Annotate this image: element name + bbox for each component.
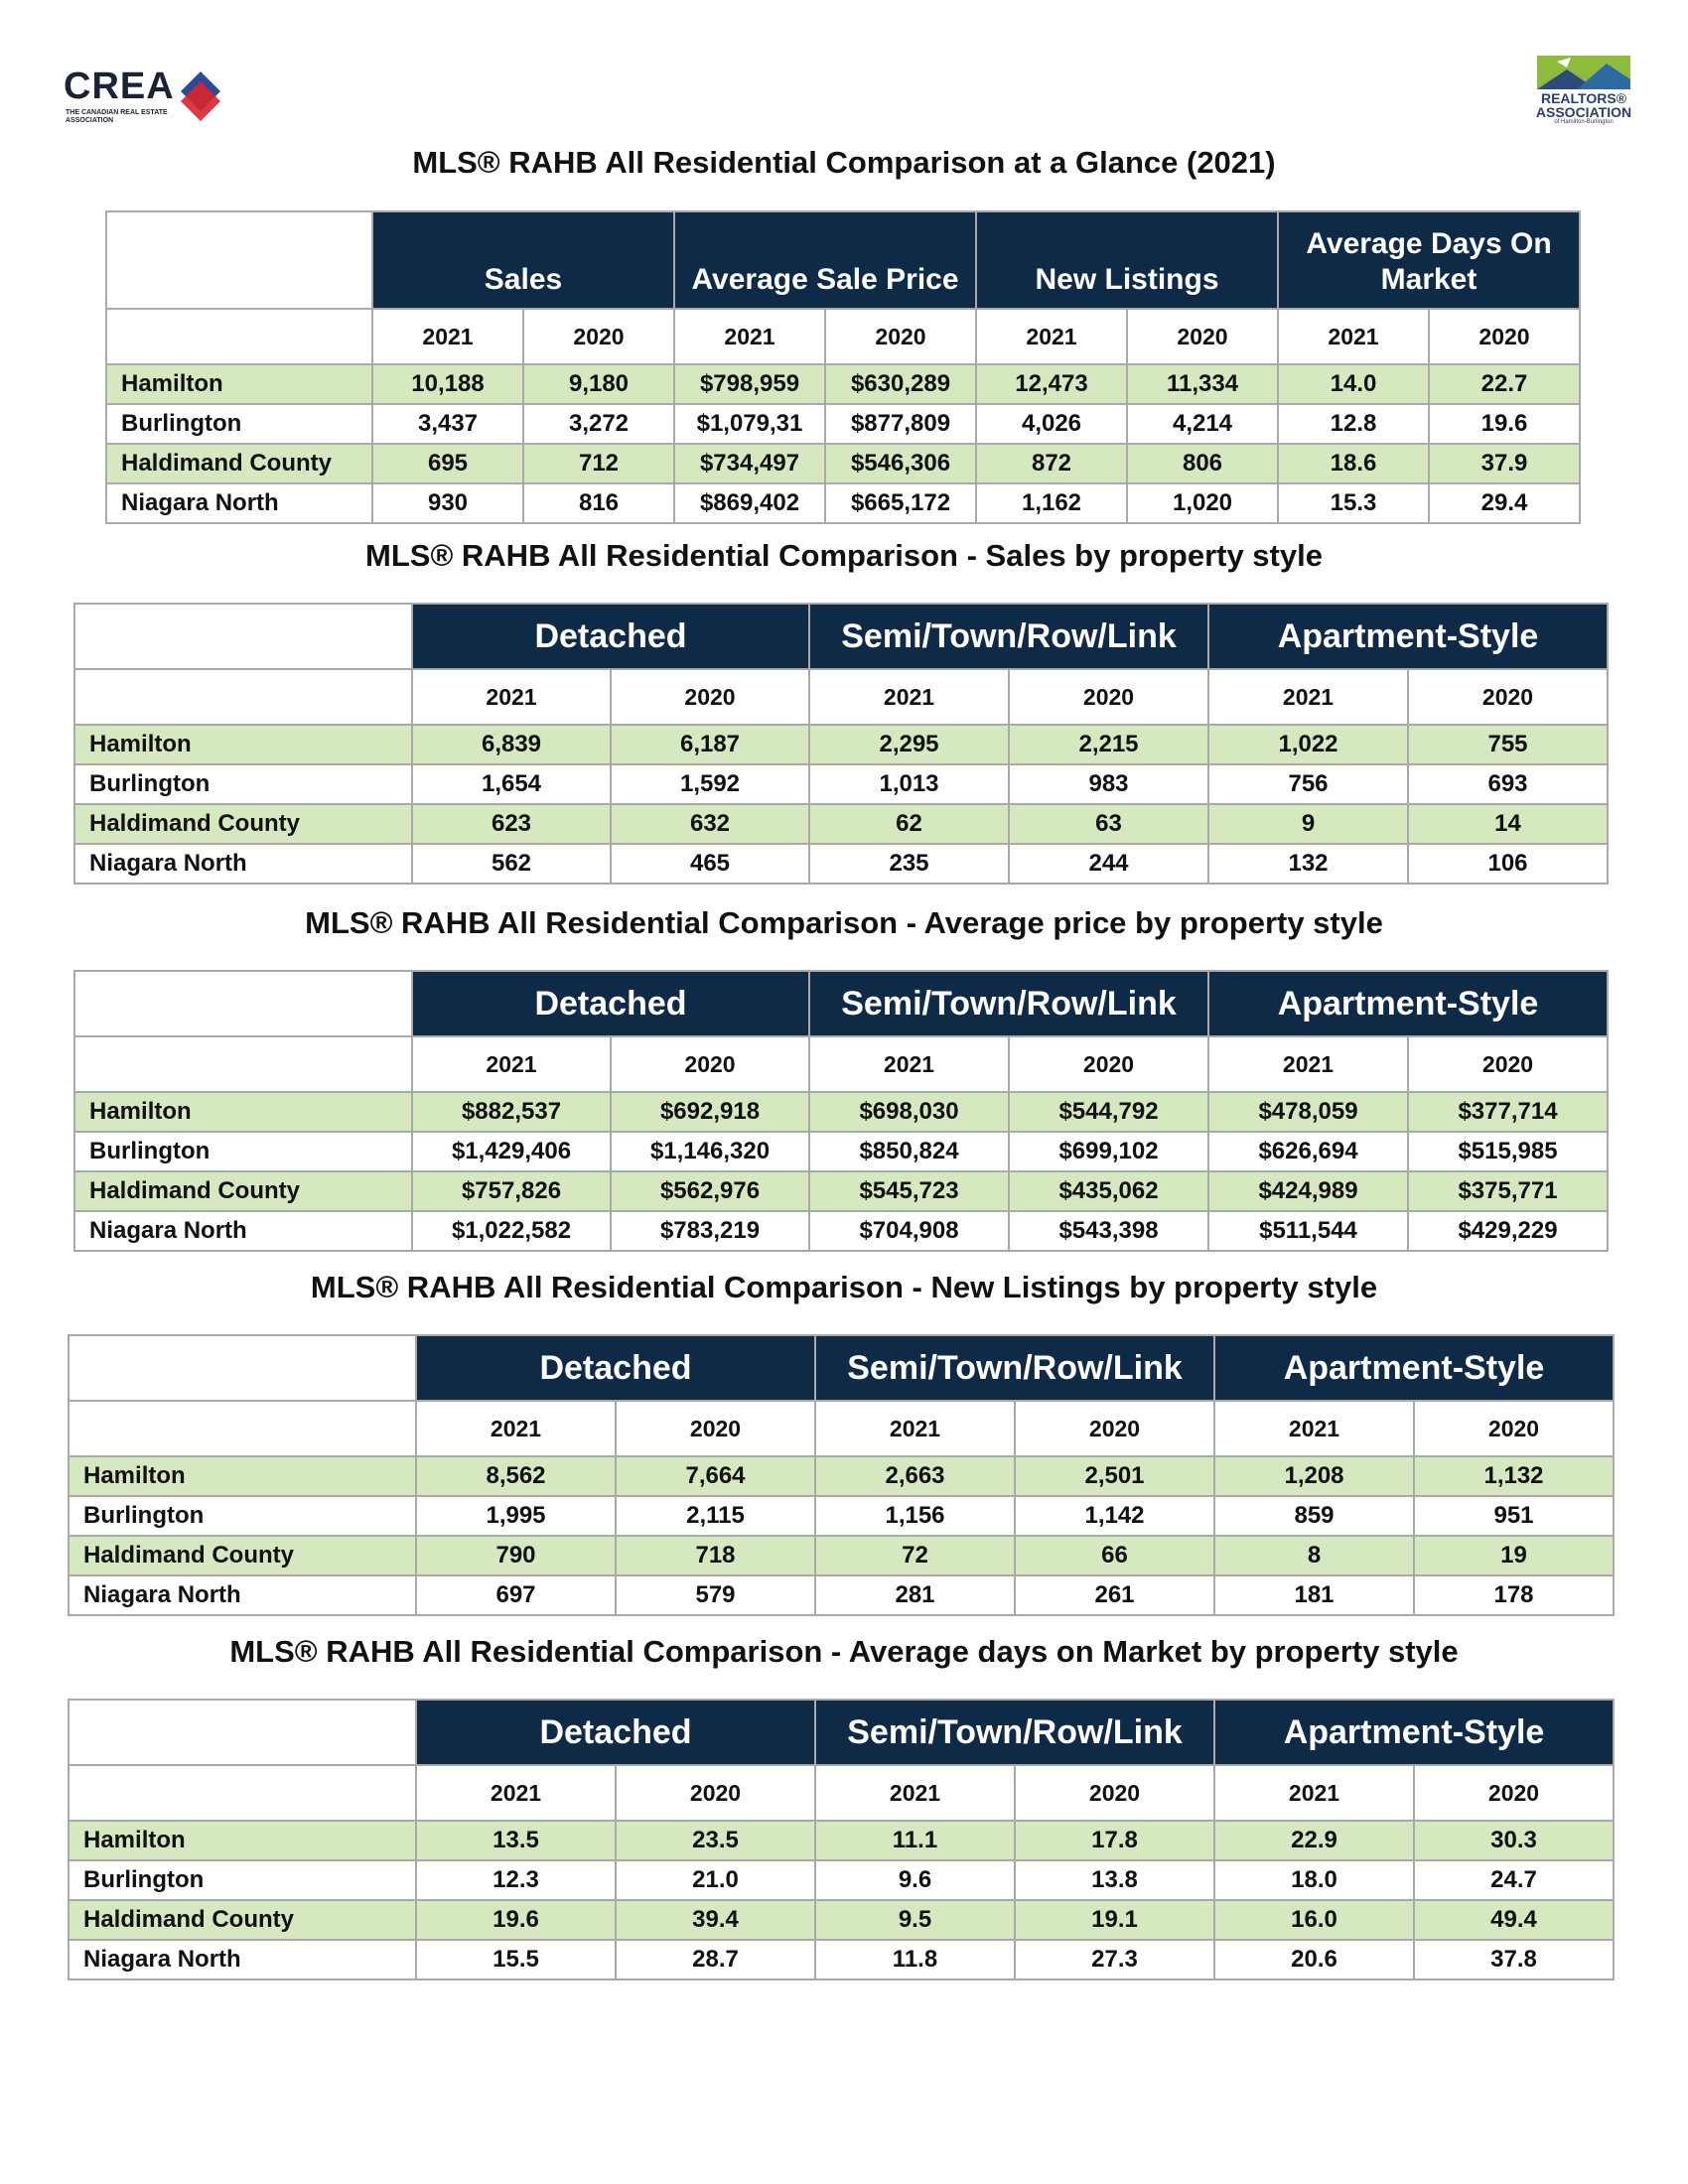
glance-group-listings: New Listings bbox=[976, 211, 1278, 309]
table-cell: 281 bbox=[815, 1575, 1015, 1615]
table-row bbox=[74, 1171, 1608, 1211]
table-cell: $869,402 bbox=[674, 483, 825, 523]
table-cell: $665,172 bbox=[825, 483, 976, 523]
table-cell: 23.5 bbox=[616, 1821, 815, 1860]
listings-style-year: 2021 bbox=[416, 1401, 616, 1456]
table-cell: 20.6 bbox=[1214, 1940, 1414, 1979]
days-style-title: MLS® RAHB All Residential Comparison - Average days on Market by property style bbox=[229, 1634, 1459, 1669]
table-row bbox=[74, 804, 1608, 844]
listings-style-year: 2021 bbox=[1214, 1401, 1414, 1456]
table-cell: 21.0 bbox=[616, 1860, 815, 1900]
table-cell: 4,214 bbox=[1127, 404, 1278, 444]
table-cell: 29.4 bbox=[1429, 483, 1580, 523]
rahb-logo-line1: REALTORS® bbox=[1540, 90, 1627, 106]
glance-title: MLS® RAHB All Residential Comparison at a Glance (2021) bbox=[412, 145, 1276, 180]
table-cell: $877,809 bbox=[825, 404, 976, 444]
price-style-year: 2021 bbox=[412, 1036, 611, 1092]
table-cell: $1,079,31 bbox=[674, 404, 825, 444]
row-label: Haldimand County bbox=[74, 804, 412, 844]
row-label: Niagara North bbox=[69, 1940, 416, 1979]
sales-style-year: 2021 bbox=[412, 669, 611, 725]
table-cell: 132 bbox=[1208, 844, 1408, 884]
table-cell: 106 bbox=[1408, 844, 1608, 884]
listings-style-year: 2020 bbox=[1414, 1401, 1614, 1456]
table-cell: 11.1 bbox=[815, 1821, 1015, 1860]
crea-diamond-icon bbox=[181, 71, 220, 121]
days-style-group-apartment: Apartment-Style bbox=[1214, 1700, 1614, 1765]
table-cell: $882,537 bbox=[412, 1092, 611, 1132]
row-label: Hamilton bbox=[106, 364, 372, 404]
table-cell: 816 bbox=[523, 483, 674, 523]
table-cell: 562 bbox=[412, 844, 611, 884]
rahb-logo bbox=[1529, 56, 1638, 135]
days-style-year: 2020 bbox=[1414, 1765, 1614, 1821]
row-label: Hamilton bbox=[69, 1456, 416, 1496]
table-cell: 1,208 bbox=[1214, 1456, 1414, 1496]
row-label: Niagara North bbox=[106, 483, 372, 523]
listings-style-year: 2021 bbox=[815, 1401, 1015, 1456]
sales-style-table bbox=[73, 603, 1609, 885]
table-cell: 24.7 bbox=[1414, 1860, 1614, 1900]
listings-style-group-detached: Detached bbox=[416, 1335, 815, 1401]
days-style-year: 2020 bbox=[616, 1765, 815, 1821]
table-cell: 14 bbox=[1408, 804, 1608, 844]
table-cell: $375,771 bbox=[1408, 1171, 1608, 1211]
listings-style-year-corner bbox=[69, 1401, 416, 1456]
table-cell: 66 bbox=[1015, 1536, 1214, 1575]
table-cell: 790 bbox=[416, 1536, 616, 1575]
table-cell: 8 bbox=[1214, 1536, 1414, 1575]
table-cell: 1,013 bbox=[809, 764, 1009, 804]
days-style-group-detached: Detached bbox=[416, 1700, 815, 1765]
table-cell: 30.3 bbox=[1414, 1821, 1614, 1860]
table-cell: $424,989 bbox=[1208, 1171, 1408, 1211]
table-cell: 983 bbox=[1009, 764, 1208, 804]
price-style-year: 2021 bbox=[809, 1036, 1009, 1092]
days-style-year: 2021 bbox=[416, 1765, 616, 1821]
table-cell: 11,334 bbox=[1127, 364, 1278, 404]
days-style-table bbox=[68, 1699, 1615, 1980]
glance-group-sales: Sales bbox=[372, 211, 674, 309]
table-cell: 695 bbox=[372, 444, 523, 483]
table-cell: 12.3 bbox=[416, 1860, 616, 1900]
table-cell: 261 bbox=[1015, 1575, 1214, 1615]
sales-style-year: 2021 bbox=[1208, 669, 1408, 725]
table-cell: 9,180 bbox=[523, 364, 674, 404]
table-cell: 1,156 bbox=[815, 1496, 1015, 1536]
table-cell: 3,272 bbox=[523, 404, 674, 444]
crea-logo bbox=[64, 66, 222, 129]
table-cell: 9.6 bbox=[815, 1860, 1015, 1900]
table-cell: 1,022 bbox=[1208, 725, 1408, 764]
price-style-group-detached: Detached bbox=[412, 971, 809, 1036]
table-row bbox=[74, 1092, 1608, 1132]
table-row bbox=[74, 1132, 1608, 1171]
table-cell: 37.9 bbox=[1429, 444, 1580, 483]
table-cell: 632 bbox=[611, 804, 809, 844]
table-cell: 27.3 bbox=[1015, 1940, 1214, 1979]
table-cell: 22.7 bbox=[1429, 364, 1580, 404]
table-cell: 3,437 bbox=[372, 404, 523, 444]
days-style-group-semi: Semi/Town/Row/Link bbox=[815, 1700, 1214, 1765]
table-cell: 9.5 bbox=[815, 1900, 1015, 1940]
days-style-header-row bbox=[69, 1700, 1614, 1765]
rahb-logo-line2: ASSOCIATION bbox=[1535, 104, 1632, 120]
table-cell: $1,146,320 bbox=[611, 1132, 809, 1171]
table-cell: $478,059 bbox=[1208, 1092, 1408, 1132]
price-style-year: 2020 bbox=[611, 1036, 809, 1092]
glance-year-row bbox=[106, 309, 1580, 364]
row-label: Hamilton bbox=[69, 1821, 416, 1860]
table-cell: 18.6 bbox=[1278, 444, 1429, 483]
table-cell: 872 bbox=[976, 444, 1127, 483]
table-row bbox=[106, 444, 1580, 483]
table-row bbox=[106, 483, 1580, 523]
glance-year: 2020 bbox=[523, 309, 674, 364]
table-cell: 15.3 bbox=[1278, 483, 1429, 523]
table-cell: 2,663 bbox=[815, 1456, 1015, 1496]
days-style-year-row bbox=[69, 1765, 1614, 1821]
glance-header-row bbox=[106, 211, 1580, 309]
row-label: Burlington bbox=[69, 1496, 416, 1536]
row-label: Niagara North bbox=[74, 1211, 412, 1251]
table-cell: 19.1 bbox=[1015, 1900, 1214, 1940]
days-style-year: 2020 bbox=[1015, 1765, 1214, 1821]
table-cell: $562,976 bbox=[611, 1171, 809, 1211]
table-cell: 178 bbox=[1414, 1575, 1614, 1615]
rahb-logo-line3: of Hamilton-Burlington bbox=[1554, 119, 1614, 125]
sales-style-year: 2020 bbox=[611, 669, 809, 725]
glance-year: 2021 bbox=[976, 309, 1127, 364]
table-cell: 2,501 bbox=[1015, 1456, 1214, 1496]
table-cell: 1,592 bbox=[611, 764, 809, 804]
table-cell: 623 bbox=[412, 804, 611, 844]
sales-style-year-row bbox=[74, 669, 1608, 725]
table-cell: 7,664 bbox=[616, 1456, 815, 1496]
table-cell: 8,562 bbox=[416, 1456, 616, 1496]
table-cell: 235 bbox=[809, 844, 1009, 884]
row-label: Niagara North bbox=[74, 844, 412, 884]
table-row bbox=[69, 1860, 1614, 1900]
table-row bbox=[106, 404, 1580, 444]
price-style-year: 2020 bbox=[1408, 1036, 1608, 1092]
table-cell: $699,102 bbox=[1009, 1132, 1208, 1171]
table-cell: 806 bbox=[1127, 444, 1278, 483]
glance-group-price: Average Sale Price bbox=[674, 211, 976, 309]
row-label: Haldimand County bbox=[69, 1900, 416, 1940]
table-cell: 10,188 bbox=[372, 364, 523, 404]
table-cell: 19 bbox=[1414, 1536, 1614, 1575]
table-cell: $429,229 bbox=[1408, 1211, 1608, 1251]
price-style-group-apartment: Apartment-Style bbox=[1208, 971, 1608, 1036]
table-cell: $435,062 bbox=[1009, 1171, 1208, 1211]
table-cell: 859 bbox=[1214, 1496, 1414, 1536]
crea-logo-word: CREA bbox=[64, 66, 175, 107]
table-cell: 2,215 bbox=[1009, 725, 1208, 764]
table-cell: 17.8 bbox=[1015, 1821, 1214, 1860]
glance-year: 2021 bbox=[372, 309, 523, 364]
table-row bbox=[69, 1456, 1614, 1496]
row-label: Niagara North bbox=[69, 1575, 416, 1615]
table-cell: 11.8 bbox=[815, 1940, 1015, 1979]
table-cell: $783,219 bbox=[611, 1211, 809, 1251]
table-cell: 6,187 bbox=[611, 725, 809, 764]
glance-year: 2021 bbox=[1278, 309, 1429, 364]
sales-style-corner bbox=[74, 604, 412, 669]
table-row bbox=[74, 844, 1608, 884]
sales-style-year: 2020 bbox=[1009, 669, 1208, 725]
glance-year-corner bbox=[106, 309, 372, 364]
table-cell: $734,497 bbox=[674, 444, 825, 483]
glance-table bbox=[105, 210, 1581, 524]
row-label: Burlington bbox=[106, 404, 372, 444]
days-style-year-corner bbox=[69, 1765, 416, 1821]
table-row bbox=[69, 1821, 1614, 1860]
table-cell: 39.4 bbox=[616, 1900, 815, 1940]
table-cell: 37.8 bbox=[1414, 1940, 1614, 1979]
days-style-year: 2021 bbox=[815, 1765, 1015, 1821]
table-cell: $545,723 bbox=[809, 1171, 1009, 1211]
table-cell: 22.9 bbox=[1214, 1821, 1414, 1860]
table-row bbox=[106, 364, 1580, 404]
table-cell: 693 bbox=[1408, 764, 1608, 804]
price-style-table bbox=[73, 970, 1609, 1252]
row-label: Haldimand County bbox=[106, 444, 372, 483]
table-cell: 697 bbox=[416, 1575, 616, 1615]
days-style-corner bbox=[69, 1700, 416, 1765]
table-cell: 13.8 bbox=[1015, 1860, 1214, 1900]
table-row bbox=[69, 1575, 1614, 1615]
table-cell: 13.5 bbox=[416, 1821, 616, 1860]
sales-style-year-corner bbox=[74, 669, 412, 725]
sales-style-group-apartment: Apartment-Style bbox=[1208, 604, 1608, 669]
table-cell: 15.5 bbox=[416, 1940, 616, 1979]
table-cell: 19.6 bbox=[416, 1900, 616, 1940]
price-style-year-row bbox=[74, 1036, 1608, 1092]
table-cell: 16.0 bbox=[1214, 1900, 1414, 1940]
glance-year: 2021 bbox=[674, 309, 825, 364]
table-cell: 1,132 bbox=[1414, 1456, 1614, 1496]
table-cell: 62 bbox=[809, 804, 1009, 844]
table-cell: 579 bbox=[616, 1575, 815, 1615]
listings-style-year-row bbox=[69, 1401, 1614, 1456]
table-row bbox=[74, 725, 1608, 764]
listings-style-header-row bbox=[69, 1335, 1614, 1401]
price-style-year-corner bbox=[74, 1036, 412, 1092]
row-label: Haldimand County bbox=[74, 1171, 412, 1211]
table-cell: 72 bbox=[815, 1536, 1015, 1575]
table-cell: 951 bbox=[1414, 1496, 1614, 1536]
table-row bbox=[69, 1496, 1614, 1536]
table-cell: $692,918 bbox=[611, 1092, 809, 1132]
price-style-group-semi: Semi/Town/Row/Link bbox=[809, 971, 1208, 1036]
listings-style-title: MLS® RAHB All Residential Comparison - New Listings by property style bbox=[310, 1270, 1378, 1304]
sales-style-group-detached: Detached bbox=[412, 604, 809, 669]
table-cell: $704,908 bbox=[809, 1211, 1009, 1251]
table-cell: $1,022,582 bbox=[412, 1211, 611, 1251]
table-cell: $798,959 bbox=[674, 364, 825, 404]
table-cell: 1,162 bbox=[976, 483, 1127, 523]
glance-year: 2020 bbox=[1429, 309, 1580, 364]
listings-style-year: 2020 bbox=[1015, 1401, 1214, 1456]
table-cell: $1,429,406 bbox=[412, 1132, 611, 1171]
listings-style-corner bbox=[69, 1335, 416, 1401]
row-label: Burlington bbox=[69, 1860, 416, 1900]
row-label: Burlington bbox=[74, 1132, 412, 1171]
price-style-year: 2020 bbox=[1009, 1036, 1208, 1092]
sales-style-year: 2020 bbox=[1408, 669, 1608, 725]
sales-style-title: MLS® RAHB All Residential Comparison - Sales by property style bbox=[365, 538, 1323, 573]
table-cell: $630,289 bbox=[825, 364, 976, 404]
table-cell: 19.6 bbox=[1429, 404, 1580, 444]
table-cell: 1,995 bbox=[416, 1496, 616, 1536]
price-style-corner bbox=[74, 971, 412, 1036]
table-cell: 9 bbox=[1208, 804, 1408, 844]
sales-style-group-semi: Semi/Town/Row/Link bbox=[809, 604, 1208, 669]
table-cell: 18.0 bbox=[1214, 1860, 1414, 1900]
crea-logo-subtitle: THE CANADIAN REAL ESTATE ASSOCIATION bbox=[66, 109, 168, 124]
table-cell: 756 bbox=[1208, 764, 1408, 804]
row-label: Hamilton bbox=[74, 1092, 412, 1132]
table-cell: $511,544 bbox=[1208, 1211, 1408, 1251]
days-style-year: 2021 bbox=[1214, 1765, 1414, 1821]
table-cell: 1,654 bbox=[412, 764, 611, 804]
table-cell: 1,142 bbox=[1015, 1496, 1214, 1536]
table-cell: $544,792 bbox=[1009, 1092, 1208, 1132]
table-row bbox=[69, 1940, 1614, 1979]
table-cell: 6,839 bbox=[412, 725, 611, 764]
table-cell: 12.8 bbox=[1278, 404, 1429, 444]
table-cell: 930 bbox=[372, 483, 523, 523]
table-row bbox=[69, 1900, 1614, 1940]
row-label: Burlington bbox=[74, 764, 412, 804]
table-row bbox=[74, 1211, 1608, 1251]
table-cell: 755 bbox=[1408, 725, 1608, 764]
table-cell: 244 bbox=[1009, 844, 1208, 884]
rahb-logo-text bbox=[1529, 91, 1638, 126]
listings-style-group-apartment: Apartment-Style bbox=[1214, 1335, 1614, 1401]
table-cell: 181 bbox=[1214, 1575, 1414, 1615]
sales-style-year: 2021 bbox=[809, 669, 1009, 725]
table-cell: 465 bbox=[611, 844, 809, 884]
table-cell: 712 bbox=[523, 444, 674, 483]
table-row bbox=[69, 1536, 1614, 1575]
price-style-title: MLS® RAHB All Residential Comparison - Average price by property style bbox=[305, 905, 1383, 940]
price-style-year: 2021 bbox=[1208, 1036, 1408, 1092]
table-cell: $377,714 bbox=[1408, 1092, 1608, 1132]
glance-year: 2020 bbox=[1127, 309, 1278, 364]
sales-style-header-row bbox=[74, 604, 1608, 669]
price-style-header-row bbox=[74, 971, 1608, 1036]
table-cell: 2,295 bbox=[809, 725, 1009, 764]
table-cell: $543,398 bbox=[1009, 1211, 1208, 1251]
glance-corner bbox=[106, 211, 372, 309]
table-cell: 49.4 bbox=[1414, 1900, 1614, 1940]
table-cell: $626,694 bbox=[1208, 1132, 1408, 1171]
row-label: Haldimand County bbox=[69, 1536, 416, 1575]
table-row bbox=[74, 764, 1608, 804]
table-cell: 2,115 bbox=[616, 1496, 815, 1536]
table-cell: $850,824 bbox=[809, 1132, 1009, 1171]
table-cell: $757,826 bbox=[412, 1171, 611, 1211]
table-cell: 28.7 bbox=[616, 1940, 815, 1979]
glance-group-days: Average Days On Market bbox=[1278, 211, 1580, 309]
table-cell: 63 bbox=[1009, 804, 1208, 844]
table-cell: $515,985 bbox=[1408, 1132, 1608, 1171]
table-cell: $698,030 bbox=[809, 1092, 1009, 1132]
row-label: Hamilton bbox=[74, 725, 412, 764]
table-cell: $546,306 bbox=[825, 444, 976, 483]
table-cell: 14.0 bbox=[1278, 364, 1429, 404]
glance-year: 2020 bbox=[825, 309, 976, 364]
table-cell: 12,473 bbox=[976, 364, 1127, 404]
table-cell: 1,020 bbox=[1127, 483, 1278, 523]
rahb-house-icon bbox=[1537, 56, 1630, 89]
listings-style-table bbox=[68, 1334, 1615, 1616]
listings-style-group-semi: Semi/Town/Row/Link bbox=[815, 1335, 1214, 1401]
table-cell: 4,026 bbox=[976, 404, 1127, 444]
listings-style-year: 2020 bbox=[616, 1401, 815, 1456]
table-cell: 718 bbox=[616, 1536, 815, 1575]
